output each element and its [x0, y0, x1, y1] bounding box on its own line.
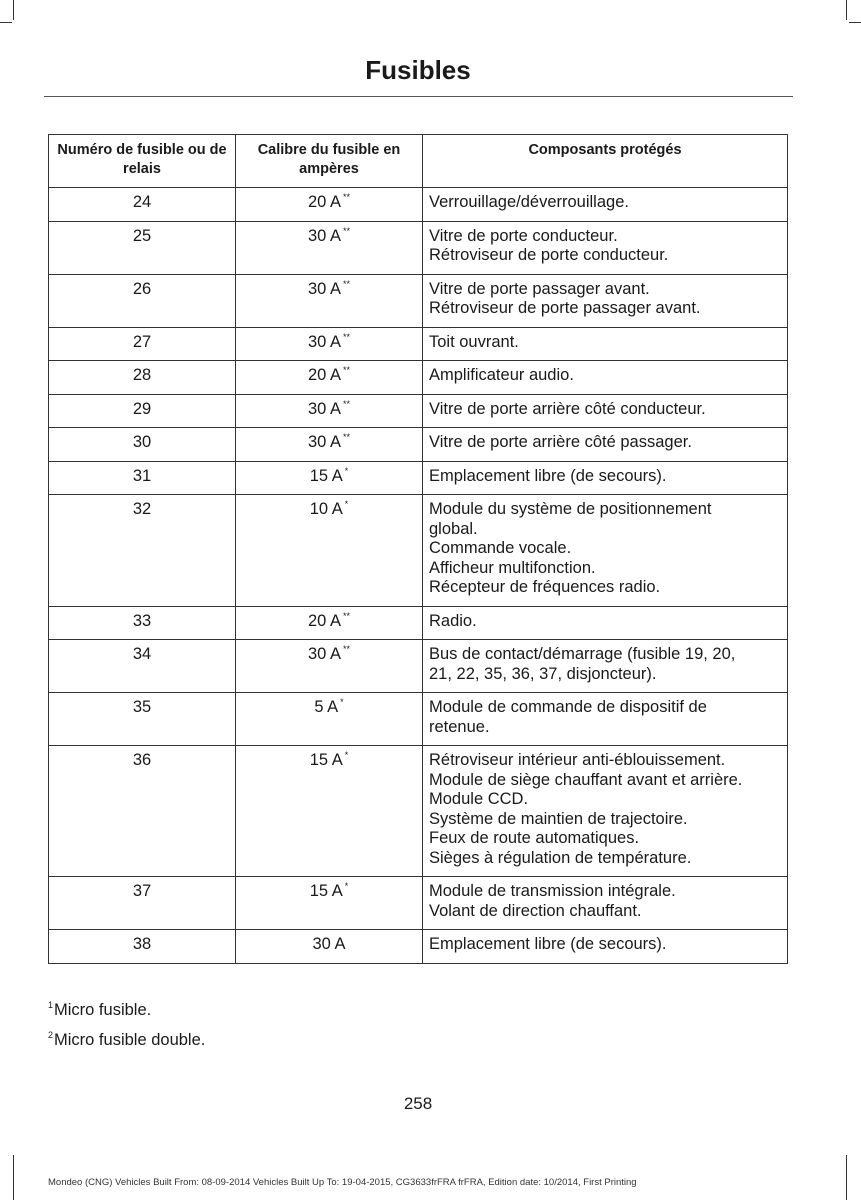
crop-mark: [13, 1155, 14, 1200]
component-line: Module de commande de dispositif de: [429, 698, 707, 716]
protected-components: [423, 746, 788, 877]
component-line: Récepteur de fréquences radio.: [429, 578, 661, 596]
fuse-type-mark: **: [343, 365, 351, 375]
component-line: global.: [429, 519, 478, 538]
footnote-text: Micro fusible double.: [54, 1031, 206, 1049]
fuse-number: 30: [49, 428, 236, 462]
table-row: [49, 274, 788, 327]
fuse-number: 38: [49, 930, 236, 964]
fuse-rating-value: 30 A: [307, 226, 342, 245]
header-protected-components: Composants protégés: [423, 135, 788, 188]
fuse-rating-value: 30 A: [307, 279, 342, 298]
table-row: [49, 877, 788, 930]
component-line: retenue.: [429, 717, 490, 736]
component-line: Feux de route automatiques.: [429, 829, 640, 847]
fuse-number: 24: [49, 188, 236, 222]
fuse-rating: [236, 495, 423, 607]
protected-components: [423, 188, 788, 222]
fuse-rating: [236, 461, 423, 495]
table-row: [49, 930, 788, 964]
component-line: Bus de contact/démarrage (fusible 19, 20,: [429, 645, 736, 663]
fuse-rating-value: 30 A: [307, 399, 342, 418]
header-fuse-number: Numéro de fusible ou de relais: [49, 135, 236, 188]
fuse-rating: [236, 930, 423, 964]
fuse-type-mark: *: [344, 750, 349, 760]
fuse-number: 34: [49, 640, 236, 693]
fuse-rating: [236, 640, 423, 693]
protected-components: [423, 361, 788, 395]
fuse-type-mark: *: [344, 465, 349, 476]
footnote-2: [48, 1031, 205, 1050]
header-fuse-rating: Calibre du fusible en ampères: [236, 135, 423, 188]
component-line: Afficheur multifonction.: [429, 558, 596, 577]
footnote-mark: 2: [48, 1030, 54, 1040]
fuse-rating-value: 5 A: [314, 698, 339, 716]
component-line: Amplificateur audio.: [429, 366, 574, 384]
fuse-type-mark: **: [343, 398, 351, 409]
protected-components: [423, 221, 788, 274]
fuse-rating-value: 20 A: [307, 611, 342, 630]
component-line: 21, 22, 35, 36, 37, disjoncteur).: [429, 664, 657, 683]
page-title: Fusibles: [365, 55, 471, 85]
footnote-1: [48, 1001, 151, 1020]
fuse-number: 36: [49, 746, 236, 877]
component-line: Module de transmission intégrale.: [429, 882, 676, 900]
protected-components: [423, 394, 788, 428]
fuse-type-mark: *: [340, 697, 344, 707]
component-line: Commande vocale.: [429, 539, 572, 557]
table-row: [49, 746, 788, 877]
fuse-rating: [236, 746, 423, 877]
fuse-rating: [236, 606, 423, 640]
table-row: [49, 461, 788, 495]
fuse-table-body: [49, 188, 788, 964]
component-line: Module du système de positionnement: [429, 500, 712, 518]
protected-components: [423, 640, 788, 693]
crop-mark: [849, 22, 861, 23]
fuse-rating-value: 30 A: [307, 645, 342, 663]
fuse-type-mark: **: [343, 432, 351, 442]
fuse-rating-value: 30 A: [307, 433, 342, 451]
fuse-rating-value: 15 A: [309, 751, 343, 769]
component-line: Emplacement libre (de secours).: [429, 935, 667, 953]
component-line: Volant de direction chauffant.: [429, 901, 642, 920]
fuse-rating: [236, 361, 423, 395]
page-footer: Mondeo (CNG) Vehicles Built From: 08-09-2014 Vehicles Built Up To: 19-04-2015, CG3633frFRA frFRA, Edition date: 10/2014, First Printing: [48, 1177, 637, 1188]
page-number: 258: [403, 1094, 433, 1113]
fuse-rating-value: 20 A: [307, 366, 342, 384]
fuse-type-mark: **: [343, 278, 351, 289]
component-line: Module CCD.: [429, 790, 529, 808]
fuse-type-mark: **: [343, 644, 351, 654]
protected-components: [423, 606, 788, 640]
fuse-number: 29: [49, 394, 236, 428]
fuse-rating: [236, 221, 423, 274]
component-line: Rétroviseur intérieur anti-éblouissement.: [429, 751, 726, 769]
fuse-number: 25: [49, 221, 236, 274]
component-line: Module de siège chauffant avant et arrière.: [429, 770, 743, 789]
component-line: Système de maintien de trajectoire.: [429, 809, 688, 828]
table-row: [49, 327, 788, 361]
footnote-mark: 1: [48, 1000, 54, 1010]
component-line: Rétroviseur de porte conducteur.: [429, 246, 669, 264]
fuse-table: [48, 134, 788, 964]
component-line: Radio.: [429, 611, 477, 630]
component-line: Sièges à régulation de température.: [429, 848, 692, 867]
fuse-number: 27: [49, 327, 236, 361]
table-row: [49, 606, 788, 640]
component-line: Rétroviseur de porte passager avant.: [429, 299, 701, 317]
table-header-row: [49, 135, 788, 188]
table-row: [49, 188, 788, 222]
fuse-type-mark: **: [343, 610, 351, 621]
table-row: [49, 640, 788, 693]
crop-mark: [846, 1155, 847, 1200]
protected-components: [423, 428, 788, 462]
crop-mark: [0, 22, 12, 23]
table-row: [49, 693, 788, 746]
fuse-type-mark: **: [343, 192, 351, 202]
protected-components: [423, 274, 788, 327]
table-row: [49, 394, 788, 428]
component-line: Toit ouvrant.: [429, 332, 519, 351]
fuse-number: 28: [49, 361, 236, 395]
fuse-rating-value: 15 A: [309, 882, 343, 900]
protected-components: [423, 930, 788, 964]
table-row: [49, 428, 788, 462]
component-line: Vitre de porte passager avant.: [429, 279, 650, 298]
component-line: Verrouillage/déverrouillage.: [429, 193, 629, 211]
table-row: [49, 221, 788, 274]
fuse-number: 32: [49, 495, 236, 607]
crop-mark: [846, 0, 847, 20]
fuse-type-mark: *: [344, 881, 349, 891]
protected-components: [423, 461, 788, 495]
fuse-rating: [236, 394, 423, 428]
component-line: Vitre de porte conducteur.: [429, 226, 618, 245]
fuse-rating: [236, 693, 423, 746]
fuse-rating-value: 15 A: [309, 466, 343, 485]
protected-components: [423, 877, 788, 930]
fuse-type-mark: *: [344, 499, 349, 509]
component-line: Emplacement libre (de secours).: [429, 466, 667, 485]
fuse-type-mark: **: [343, 331, 351, 342]
component-line: Vitre de porte arrière côté conducteur.: [429, 399, 706, 418]
protected-components: [423, 693, 788, 746]
title-divider: [44, 96, 793, 97]
footnote-text: Micro fusible.: [54, 1001, 152, 1019]
component-line: Vitre de porte arrière côté passager.: [429, 433, 692, 451]
fuse-rating-value: 10 A: [309, 500, 343, 518]
fuse-rating-value: 30 A: [307, 332, 342, 351]
fuse-rating-value: 20 A: [307, 193, 342, 211]
fuse-number: 35: [49, 693, 236, 746]
fuse-rating: [236, 274, 423, 327]
fuse-rating: [236, 877, 423, 930]
fuse-number: 37: [49, 877, 236, 930]
crop-mark: [13, 0, 14, 20]
protected-components: [423, 495, 788, 607]
fuse-number: 26: [49, 274, 236, 327]
fuse-number: 31: [49, 461, 236, 495]
fuse-rating-value: 30 A: [312, 935, 346, 953]
fuse-rating: [236, 188, 423, 222]
fuse-rating: [236, 428, 423, 462]
table-row: [49, 495, 788, 607]
fuse-number: 33: [49, 606, 236, 640]
table-row: [49, 361, 788, 395]
fuse-type-mark: **: [343, 225, 351, 236]
fuse-rating: [236, 327, 423, 361]
protected-components: [423, 327, 788, 361]
